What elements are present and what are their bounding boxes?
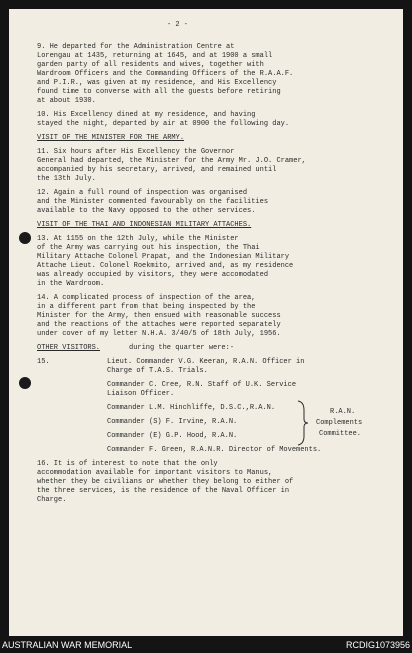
bracket-label: Complements [316, 419, 363, 427]
text-line: and the Minister commented favourably on the facilities [37, 198, 269, 206]
text-line: under cover of my letter N.H.A. 3/40/5 of 18th July, 1956. [37, 330, 281, 338]
text-line: Charge. [37, 496, 67, 504]
text-line: Commander F. Green, R.A.N.R. Director of Movements. [107, 446, 322, 454]
section-heading: VISIT OF THE THAI AND INDONESIAN MILITARY ATTACHES. [37, 221, 252, 229]
paragraph-number: 15. [37, 358, 50, 366]
text-line: the three services, is the residence of the Naval Officer in [37, 487, 290, 495]
text-line: 10. His Excellency dined at my residence, and having [37, 111, 256, 119]
text-line: Wardroom Officers and the Commanding Officers of the R.A.A.F. [37, 70, 294, 78]
text-line: Liaison Officer. [107, 390, 175, 398]
archive-footer [0, 636, 412, 653]
bracket-label: R.A.N. [330, 408, 356, 416]
text-line: during the quarter were:- [129, 344, 235, 352]
text-line: found time to converse with all the guests before retiring [37, 88, 281, 96]
text-line: Commander L.M. Hinchliffe, D.S.C.,R.A.N. [107, 404, 276, 412]
text-line: Lorengau at 1435, returning at 1645, and at 1900 a small [37, 52, 273, 60]
section-heading: VISIT OF THE MINISTER FOR THE ARMY. [37, 134, 185, 142]
text-line: and the reactions of the attaches were reported separately [37, 321, 281, 329]
text-line: in a different part from that being inspected by the [37, 303, 256, 311]
document-page [9, 9, 403, 636]
text-line: 13. At 1155 on the 12th July, while the Minister [37, 235, 239, 243]
footer-archive-name: AUSTRALIAN WAR MEMORIAL [2, 640, 133, 650]
text-line: accommodation available for important visitors to Manus, [37, 469, 273, 477]
text-line: accompanied by his secretary, arrived, and remained until [37, 166, 277, 174]
text-line: Attache Lieut. Colonel Roekmito, arrived and, as my residence [37, 262, 294, 270]
text-line: 14. A complicated process of inspection of the area, [37, 294, 256, 302]
text-line: Commander (E) G.P. Hood, R.A.N. [107, 432, 238, 440]
text-line: 9. He departed for the Administration Centre at [37, 43, 235, 51]
text-line: whether they be civilians or whether they belong to either of [37, 478, 294, 486]
text-line: Commander C. Cree, R.N. Staff of U.K. Service [107, 381, 297, 389]
text-line: at about 1930. [37, 97, 96, 105]
footer-record-id: RCDIG1073956 [345, 640, 410, 650]
text-line: the 13th July. [37, 175, 96, 183]
text-line: Charge of T.A.S. Trials. [107, 367, 208, 375]
text-line: Lieut. Commander V.G. Keeran, R.A.N. Officer in [107, 358, 305, 366]
text-line: of the Army was carrying out his inspection, the Thai [37, 244, 260, 252]
text-line: 11. Six hours after His Excellency the Governor [37, 148, 235, 156]
text-line: and P.I.R., was given at my residence, and His Excellency [37, 79, 277, 87]
text-line: available to the Navy opposed to the other services. [37, 207, 256, 215]
text-line: 12. Again a full round of inspection was organised [37, 189, 248, 197]
text-line: 16. It is of interest to note that the only [37, 460, 218, 468]
text-line: General had departed, the Minister for the Army Mr. J.O. Cramer, [37, 157, 306, 165]
text-line: Commander (S) F. Irvine, R.A.N. [107, 418, 238, 426]
text-line: garden party of all residents and wives, together with [37, 61, 264, 69]
punch-hole [19, 377, 31, 389]
punch-hole [19, 232, 31, 244]
section-heading: OTHER VISITORS. [37, 344, 101, 352]
brace-bracket [296, 400, 310, 446]
text-line: was already occupied by visitors, they were accomodated [37, 271, 269, 279]
bracket-label: Committee. [319, 430, 362, 438]
page-number: - 2 - [167, 21, 189, 29]
text-line: Minister for the Army, then ensued with reasonable success [37, 312, 281, 320]
text-line: Military Attache Colonel Prapat, and the Indonesian Military [37, 253, 290, 261]
text-line: stayed the night, departed by air at 0900 the following day. [37, 120, 290, 128]
text-line: in the Wardroom. [37, 280, 105, 288]
